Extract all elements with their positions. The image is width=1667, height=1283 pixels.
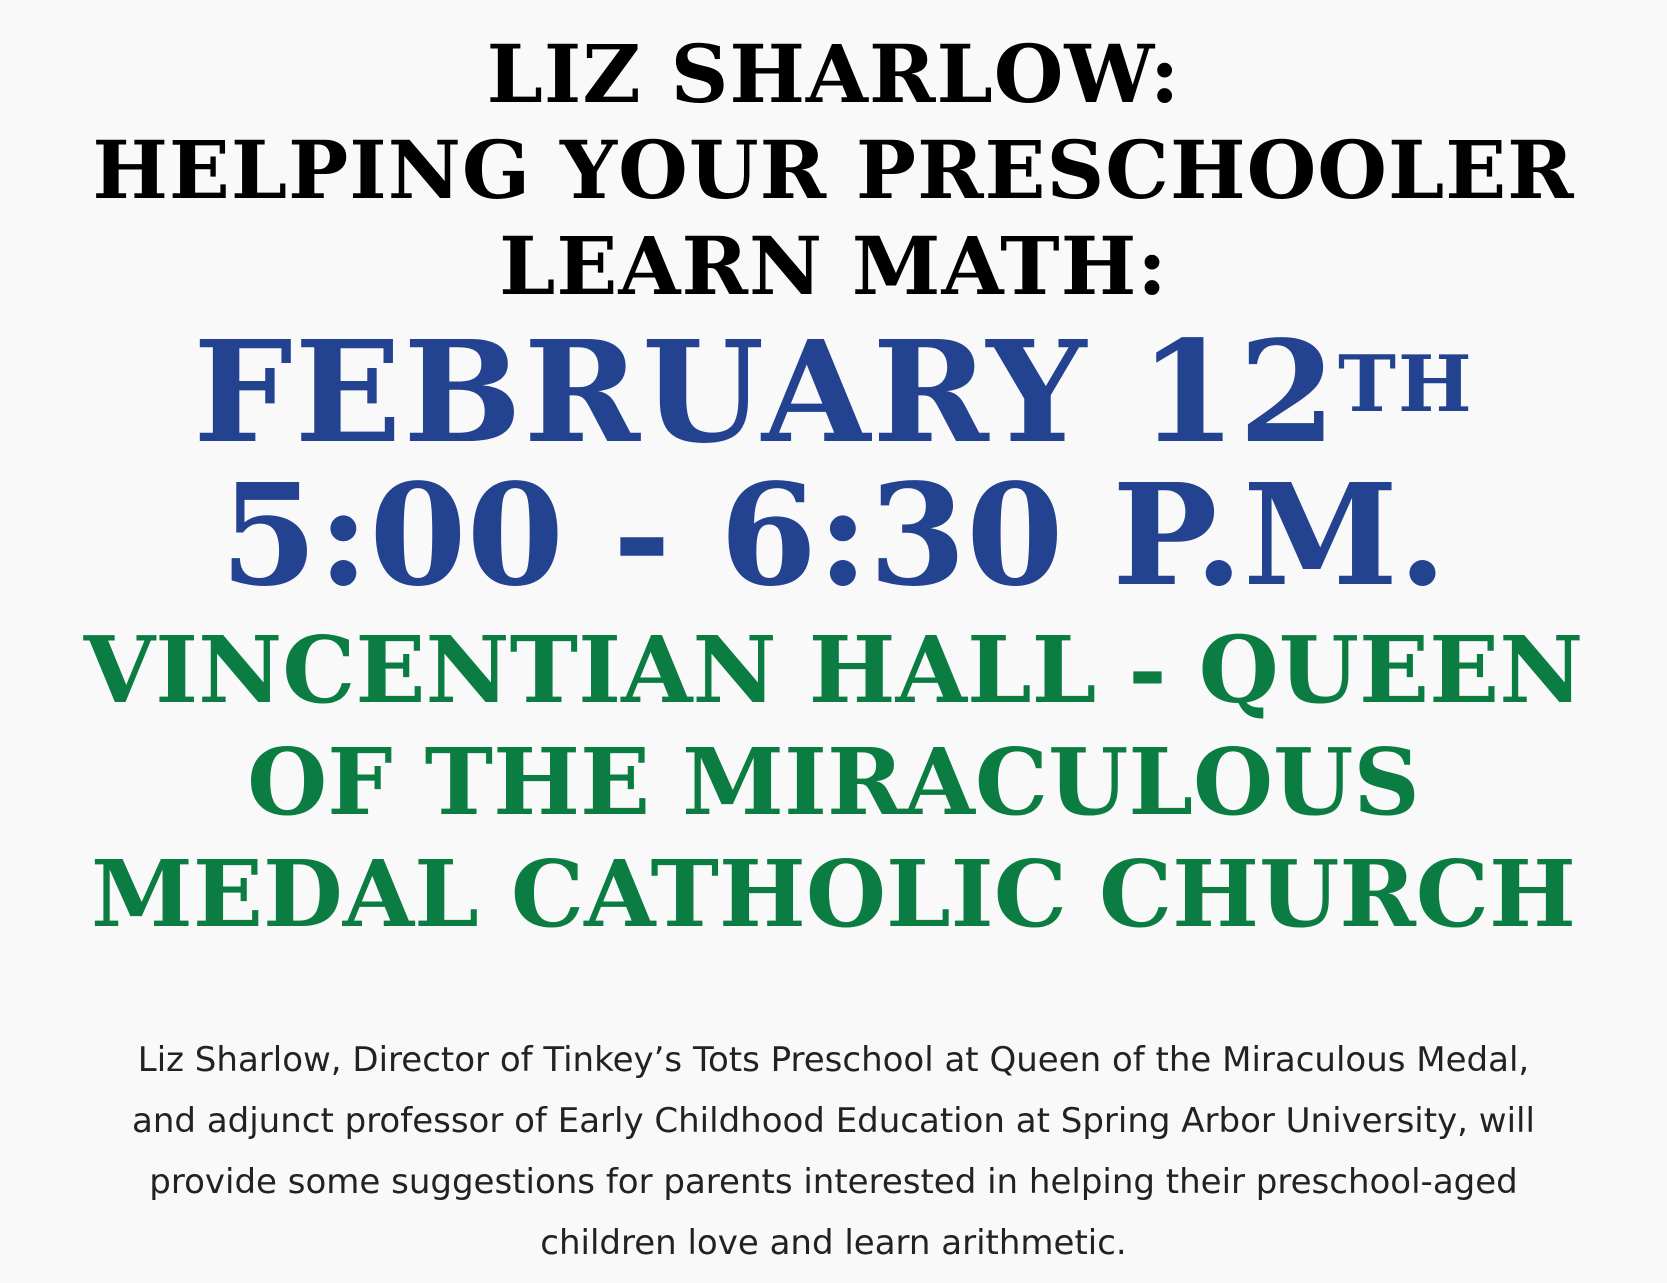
event-venue <box>0 614 1667 950</box>
date-text <box>0 311 1667 475</box>
event-description <box>0 1030 1667 1274</box>
title-heading <box>0 26 1667 314</box>
date-suffix: TH <box>1337 339 1474 430</box>
date-main: FEBRUARY 12 <box>193 311 1338 475</box>
venue-line-2: OF THE MIRACULOUS <box>247 728 1420 836</box>
time-text: 5:00 - 6:30 P.M. <box>220 454 1447 618</box>
title-line-2: HELPING YOUR PRESCHOOLER <box>92 123 1575 217</box>
venue-heading <box>0 614 1667 950</box>
event-date <box>0 311 1667 475</box>
venue-line-1: VINCENTIAN HALL - QUEEN <box>83 616 1584 724</box>
title-line-3: LEARN MATH: <box>499 219 1168 313</box>
description-text: Liz Sharlow, Director of Tinkey’s Tots Preschool at Queen of the Miraculous Medal, and adjunct professor of Early Childhood Education at Spring Arbor University, will provide some suggestions for parents interested in helping their preschool-aged children love and learn arithmetic. <box>132 1040 1535 1263</box>
title-line-1: LIZ SHARLOW: <box>486 27 1181 121</box>
event-title <box>0 26 1667 314</box>
venue-line-3: MEDAL CATHOLIC CHURCH <box>91 840 1576 948</box>
event-time <box>0 454 1667 618</box>
